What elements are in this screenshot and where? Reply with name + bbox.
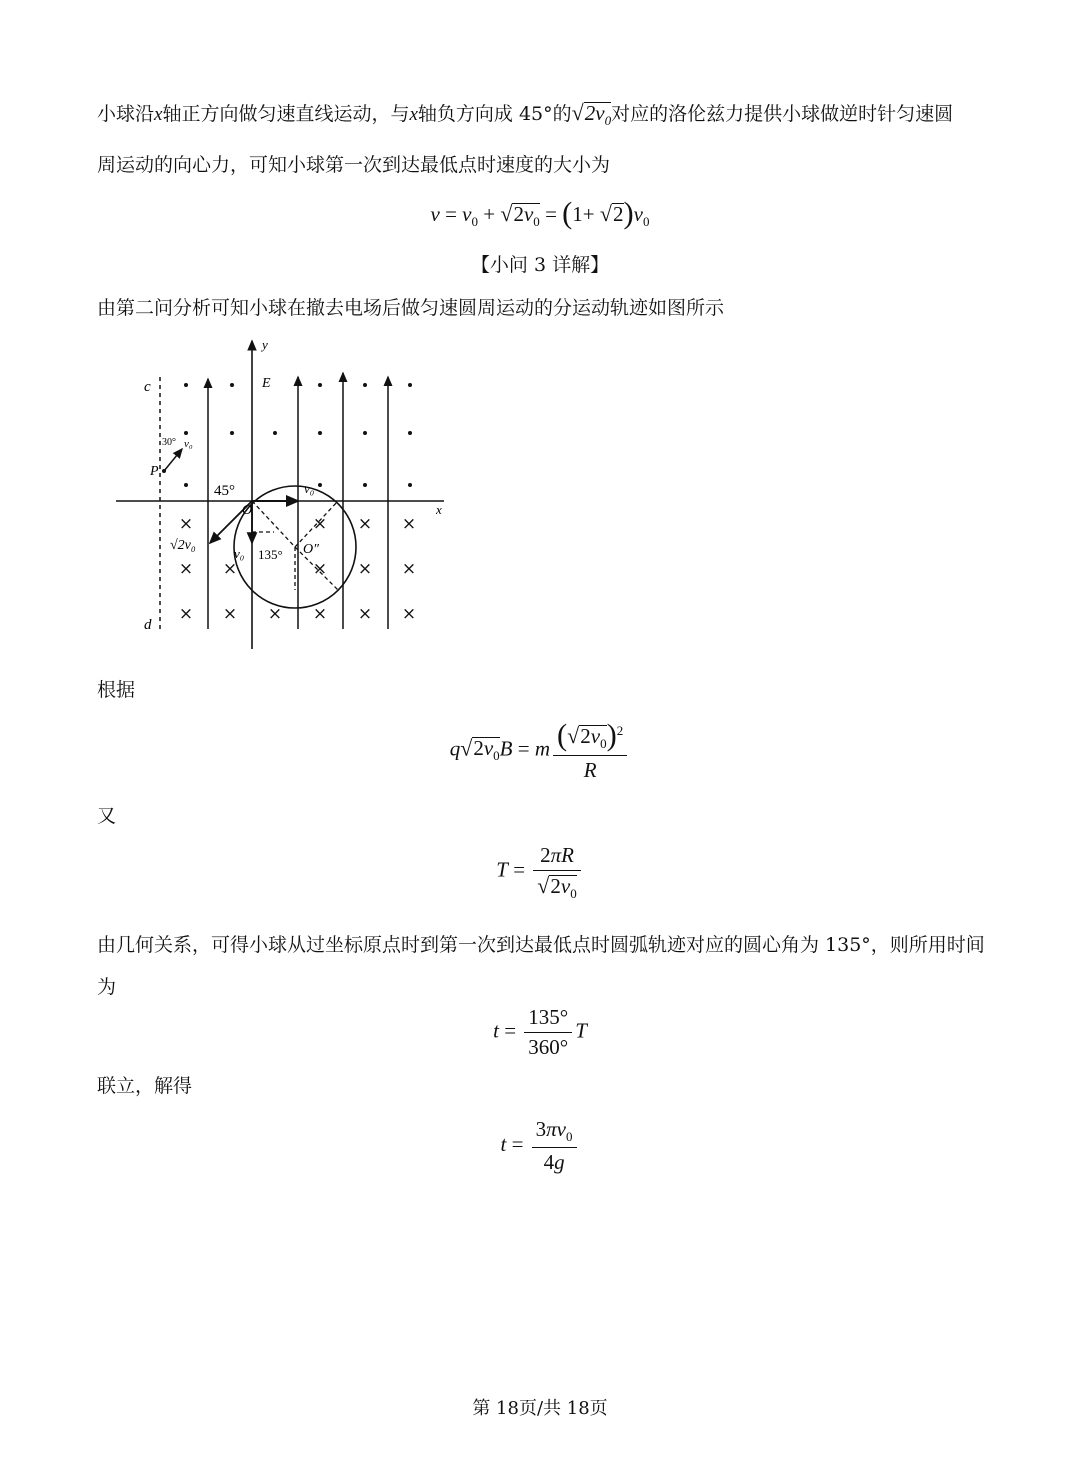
svg-text:×: ×: [401, 514, 417, 534]
label-sqrt2v0: √2v₀: [170, 538, 196, 553]
page-footer: 第 18页/共 18页: [472, 1398, 608, 1419]
svg-text:×: ×: [178, 514, 194, 534]
x-variable: x: [409, 104, 418, 125]
label-135deg: 135°: [258, 547, 283, 562]
label-45deg: 45°: [214, 483, 235, 499]
paragraph-line: 根据: [97, 679, 136, 701]
label-30deg: 30°: [162, 437, 176, 448]
paragraph-line: 由第二问分析可知小球在撤去电场后做匀速圆周运动的分运动轨迹如图所示: [97, 297, 725, 319]
equation-v: $v = v_0 + √2v_0 = (1+ √2)v_0$: [430, 196, 650, 230]
svg-text:×: ×: [312, 514, 328, 534]
svg-text:×: ×: [222, 559, 238, 579]
paragraph-line: 由几何关系，可得小球从过坐标原点时到第一次到达最低点时圆弧轨迹对应的圆心角为 135°，则所用时间: [97, 934, 985, 956]
section-title: 【小问 3 详解】: [470, 254, 610, 276]
svg-text:×: ×: [357, 514, 373, 534]
label-v0-top: v₀: [304, 481, 315, 496]
label-c: c: [144, 379, 151, 395]
physics-diagram: [112, 337, 452, 652]
field-label: E: [262, 376, 271, 391]
x-axis-label: x: [436, 502, 442, 517]
svg-text:×: ×: [401, 604, 417, 624]
text-run: 轴正方向做匀速直线运动，与: [162, 103, 410, 125]
svg-text:×: ×: [267, 604, 283, 624]
equation-result: t = $\frac{3\pi v_0}{4g}$: [0, 1117, 1080, 1175]
svg-text:×: ×: [357, 559, 373, 579]
inline-formula-sqrt2v0: $√2v_0$: [571, 100, 612, 129]
text-run: 对应的洛伦兹力提供小球做逆时针匀速圆: [611, 103, 954, 125]
svg-text:×: ×: [357, 604, 373, 624]
paragraph-line: 又: [97, 805, 117, 827]
svg-text:×: ×: [178, 604, 194, 624]
equation-lorentz: $q√2v_0B = m$ $\frac{(√2v_0)^2}{R}$: [0, 718, 1080, 783]
equation-time: t = $\frac{135^\circ}{360^\circ}$ T: [493, 1005, 587, 1059]
svg-text:×: ×: [312, 559, 328, 579]
label-p: P: [150, 464, 159, 479]
svg-text:×: ×: [312, 604, 328, 624]
label-v0-p: v₀: [184, 438, 193, 450]
equation-period: T = $\frac{2\pi R}{√2v_0}$: [0, 843, 1080, 900]
radius-lines: [252, 501, 338, 590]
svg-text:×: ×: [222, 604, 238, 624]
text-run: 轴负方向成 45°的: [417, 103, 572, 125]
paragraph-line: 联立，解得: [97, 1075, 193, 1097]
paragraph-line: [97, 99, 953, 127]
label-d: d: [144, 617, 152, 633]
label-o: O: [242, 503, 253, 518]
paragraph-line: 周运动的向心力，可知小球第一次到达最低点时速度的大小为: [97, 154, 611, 176]
paragraph-line: 为: [97, 976, 117, 998]
label-v0-down: v₀: [234, 546, 245, 561]
svg-text:×: ×: [401, 559, 417, 579]
x-variable: x: [154, 104, 163, 125]
svg-text:×: ×: [178, 559, 194, 579]
y-axis-label: y: [262, 337, 268, 352]
text-run: 小球沿: [97, 103, 155, 125]
velocity-p: [164, 449, 182, 471]
label-o-center: O″: [303, 542, 319, 557]
